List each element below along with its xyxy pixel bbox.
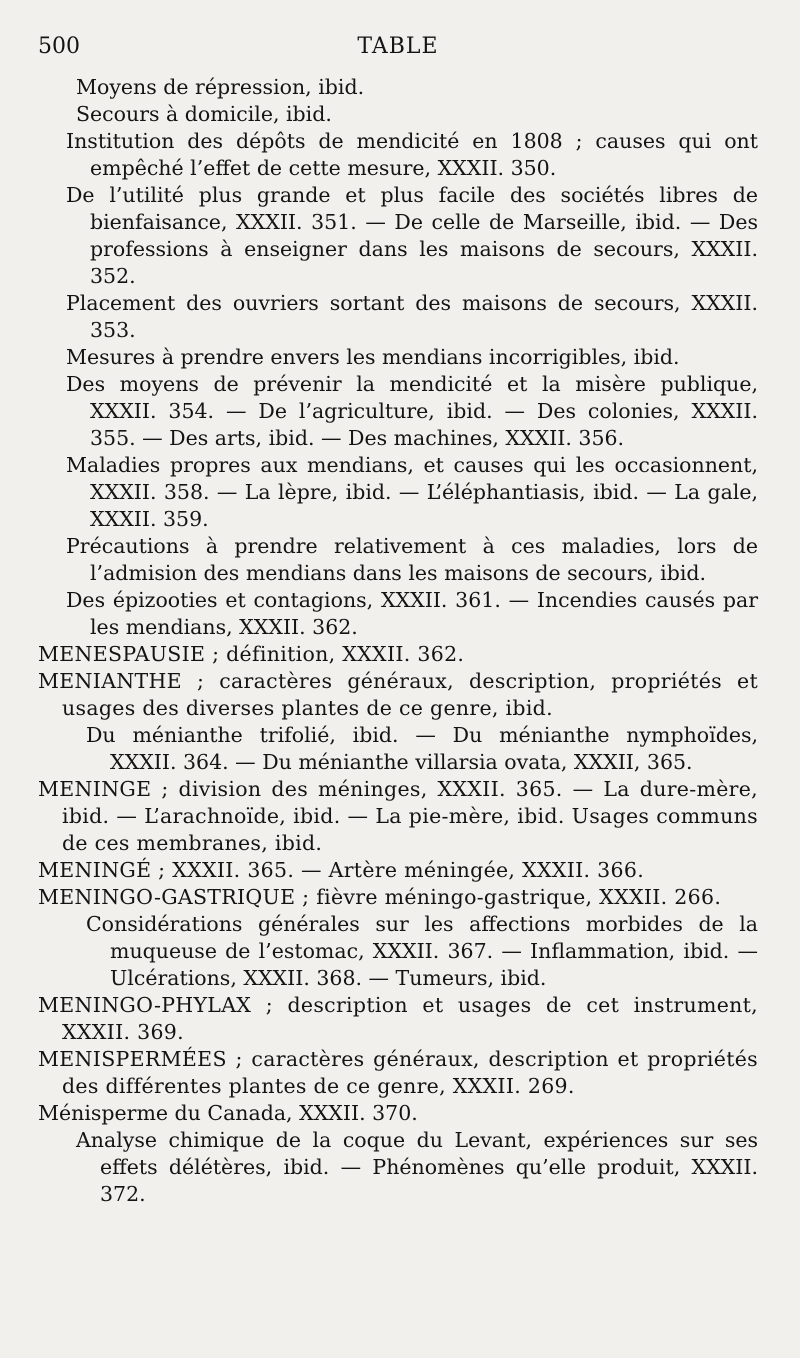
index-entry: Précautions à prendre relativement à ces maladies, lors de l’admision des mendians dans les maisons de secours, ibid.	[66, 534, 758, 585]
index-heading-entry: MENINGO-GASTRIQUE ; fièvre méningo-gastrique, XXXII. 266.	[38, 885, 722, 909]
index-entry: Secours à domicile, ibid.	[76, 102, 332, 126]
index-heading-entry: MENIANTHE ; caractères généraux, description, propriétés et usages des diverses plantes de ce genre, ibid.	[38, 669, 758, 720]
index-entry: Du ménianthe trifolié, ibid. — Du ménianthe nymphoïdes, XXXII. 364. — Du ménianthe villarsia ovata, XXXII, 365.	[86, 723, 758, 774]
index-entry: Mesures à prendre envers les mendians incorrigibles, ibid.	[66, 345, 680, 369]
index-heading-entry: MENINGO-PHYLAX ; description et usages de cet instrument, XXXII. 369.	[38, 993, 758, 1044]
index-entry: Placement des ouvriers sortant des maisons de secours, XXXII. 353.	[66, 291, 758, 342]
page-number: 500	[38, 34, 80, 59]
index-entry: Analyse chimique de la coque du Levant, expériences sur ses effets délétères, ibid. — Phénomènes qu’elle produit, XXXII. 372.	[76, 1128, 758, 1206]
index-entry: Considérations générales sur les affections morbides de la muqueuse de l’estomac, XXXII. 367. — Inflammation, ibid. — Ulcérations, XXXII. 368. — Tumeurs, ibid.	[86, 912, 758, 990]
index-entry: Maladies propres aux mendians, et causes qui les occasionnent, XXXII. 358. — La lèpre, ibid. — L’éléphantiasis, ibid. — La gale, XXXII. 359.	[66, 453, 758, 531]
index-entry: Moyens de répression, ibid.	[76, 75, 365, 99]
page-header	[38, 34, 758, 74]
index-entries	[38, 74, 758, 1208]
index-heading-entry: MENISPERMÉES ; caractères généraux, description et propriétés des différentes plantes de ce genre, XXXII. 269.	[38, 1047, 758, 1098]
index-entry: Ménisperme du Canada, XXXII. 370.	[38, 1101, 418, 1125]
index-heading-entry: MENINGÉ ; XXXII. 365. — Artère méningée, XXXII. 366.	[38, 858, 645, 882]
index-entry: Des épizooties et contagions, XXXII. 361. — Incendies causés par les mendians, XXXII. 362.	[66, 588, 758, 639]
running-title: TABLE	[357, 34, 439, 59]
index-entry: De l’utilité plus grande et plus facile des sociétés libres de bienfaisance, XXXII. 351. — De celle de Marseille, ibid. — Des professions à enseigner dans les maisons de secours, XXXII. 352.	[66, 183, 758, 288]
index-heading-entry: MENINGE ; division des méninges, XXXII. 365. — La dure-mère, ibid. — L’arachnoïde, ibid. — La pie-mère, ibid. Usages communs de ces membranes, ibid.	[38, 777, 758, 855]
index-heading-entry: MENESPAUSIE ; définition, XXXII. 362.	[38, 642, 465, 666]
index-entry: Institution des dépôts de mendicité en 1808 ; causes qui ont empêché l’effet de cette mesure, XXXII. 350.	[66, 129, 758, 180]
index-entry: Des moyens de prévenir la mendicité et la misère publique, XXXII. 354. — De l’agriculture, ibid. — Des colonies, XXXII. 355. — Des arts, ibid. — Des machines, XXXII. 356.	[66, 372, 758, 450]
